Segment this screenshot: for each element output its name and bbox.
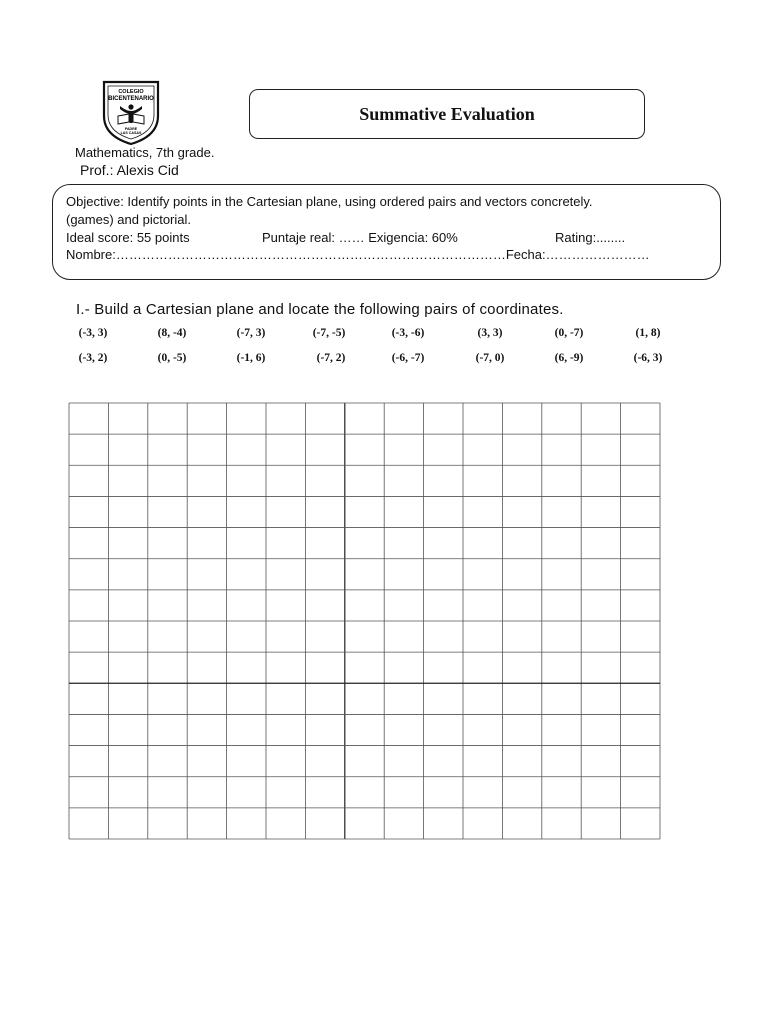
exercise-instruction: I.- Build a Cartesian plane and locate the following pairs of coordinates. [76, 301, 564, 318]
rating-field[interactable]: Rating:........ [555, 230, 626, 245]
objective-line-1: Objective: Identify points in the Cartesian plane, using ordered pairs and vectors concretely. [66, 194, 593, 209]
subject-label: Mathematics, 7th grade. [75, 145, 215, 160]
page-title: Summative Evaluation [359, 103, 535, 124]
title-box [249, 89, 645, 139]
coordinate-pair: (-1, 6) [236, 352, 266, 364]
coordinate-pair: (1, 8) [635, 327, 661, 339]
coordinate-pair: (0, -5) [157, 352, 187, 364]
coordinate-pair: (-6, -7) [391, 352, 425, 364]
coordinate-pair: (-7, 2) [316, 352, 346, 364]
teacher-label: Prof.: Alexis Cid [80, 162, 179, 178]
objective-box [52, 184, 721, 280]
coordinate-pair: (0, -7) [554, 327, 584, 339]
coordinate-pair: (-3, 3) [78, 327, 108, 339]
coordinate-pair: (8, -4) [157, 327, 187, 339]
ideal-score: Ideal score: 55 points [66, 230, 190, 245]
coordinate-pair: (-3, -6) [391, 327, 425, 339]
coordinate-pair: (-7, 0) [475, 352, 505, 364]
school-logo [100, 78, 162, 146]
real-score[interactable]: Puntaje real: …… Exigencia: 60% [262, 230, 458, 245]
logo-top-text: COLEGIO [118, 89, 144, 95]
logo-name-text: BICENTENARIO [108, 96, 154, 102]
coordinate-pair: (6, -9) [554, 352, 584, 364]
objective-line-2: (games) and pictorial. [66, 212, 191, 227]
coordinate-pair: (-7, 3) [236, 327, 266, 339]
coordinate-pair: (-7, -5) [312, 327, 346, 339]
coordinate-pair: (3, 3) [477, 327, 503, 339]
coordinate-pair: (-3, 2) [78, 352, 108, 364]
name-date-field[interactable]: Nombre:………………………………………………………………………………Fecha:…………………… [66, 247, 650, 262]
logo-bottom-text-2: LAS CASAS [120, 131, 142, 135]
cartesian-grid[interactable] [68, 402, 661, 840]
logo-bottom-text-1: PADRE [124, 127, 138, 131]
coordinate-pair: (-6, 3) [633, 352, 663, 364]
